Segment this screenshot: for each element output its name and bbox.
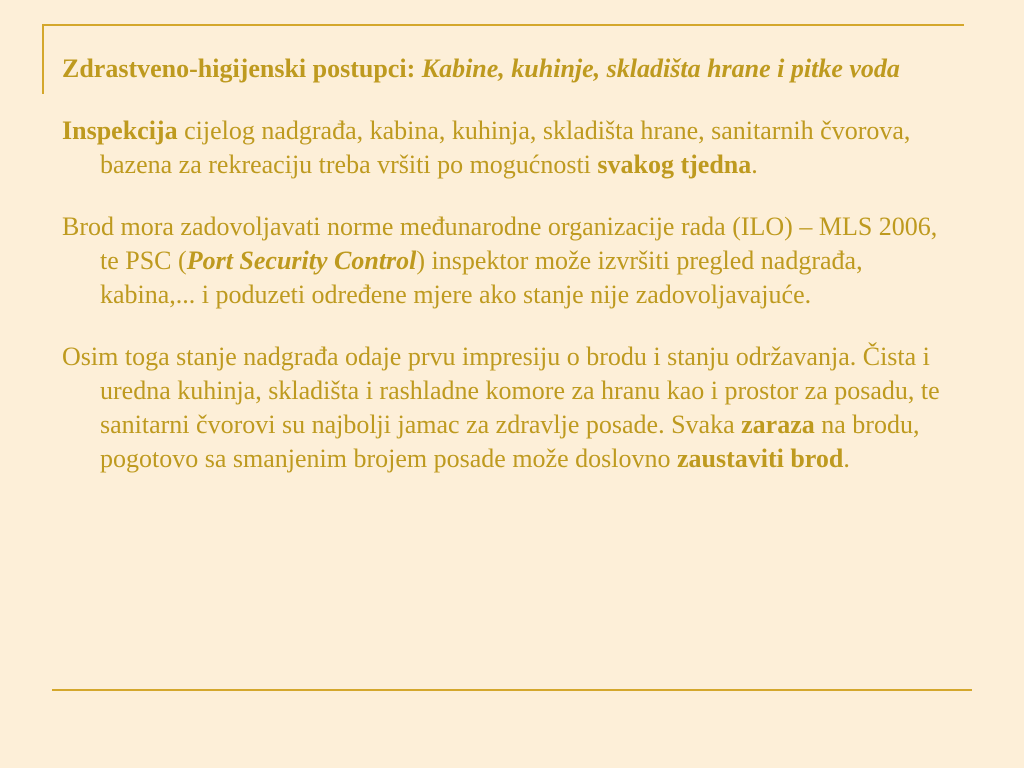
inspection-text: cijelog nadgrađa, kabina, kuhinja, skladišta hrane, sanitarnih čvorova, bazena za rekreaciju treba vršiti po mogućnosti [100, 116, 911, 179]
frame-bottom-line [52, 689, 972, 691]
frame-top-line [42, 24, 964, 26]
impression-text-before: Osim toga stanje nadgrađa odaje prvu impresiju o brodu i stanju održavanja. Čista i uredna kuhinja, skladišta i rashladne komore za hranu kao i prostor za posadu, te sanitarni čvorovi su najbolji jamac za zdravlje posade. Svaka [62, 342, 940, 439]
regulations-text-after: ) inspektor može izvršiti pregled nadgrađa, kabina,... i poduzeti određene mjere ako stanje nije zadovoljavajuće. [100, 246, 863, 309]
slide-content [62, 52, 962, 504]
paragraph-regulations [62, 210, 962, 312]
impression-text-middle: na brodu, pogotovo sa smanjenim brojem posade može doslovno [100, 410, 920, 473]
title-topic: Kabine, kuhinje, skladišta hrane i pitke voda [421, 54, 900, 83]
slide-title [62, 52, 962, 86]
paragraph-inspection [62, 114, 962, 182]
stop-ship-term: zaustaviti brod [676, 444, 844, 473]
paragraph-impression [62, 340, 962, 476]
disease-term: zaraza [741, 410, 815, 439]
title-lead: Zdrastveno-higijenski postupci: [62, 54, 422, 83]
psc-full-name: Port Security Control [186, 246, 417, 275]
inspection-term: Inspekcija [62, 116, 178, 145]
inspection-end: . [751, 150, 758, 179]
regulations-text-before: Brod mora zadovoljavati norme međunarodne organizacije rada (ILO) – MLS 2006, te PSC ( [62, 212, 938, 275]
impression-end: . [843, 444, 850, 473]
frame-left-line [42, 24, 44, 94]
inspection-frequency: svakog tjedna [597, 150, 752, 179]
